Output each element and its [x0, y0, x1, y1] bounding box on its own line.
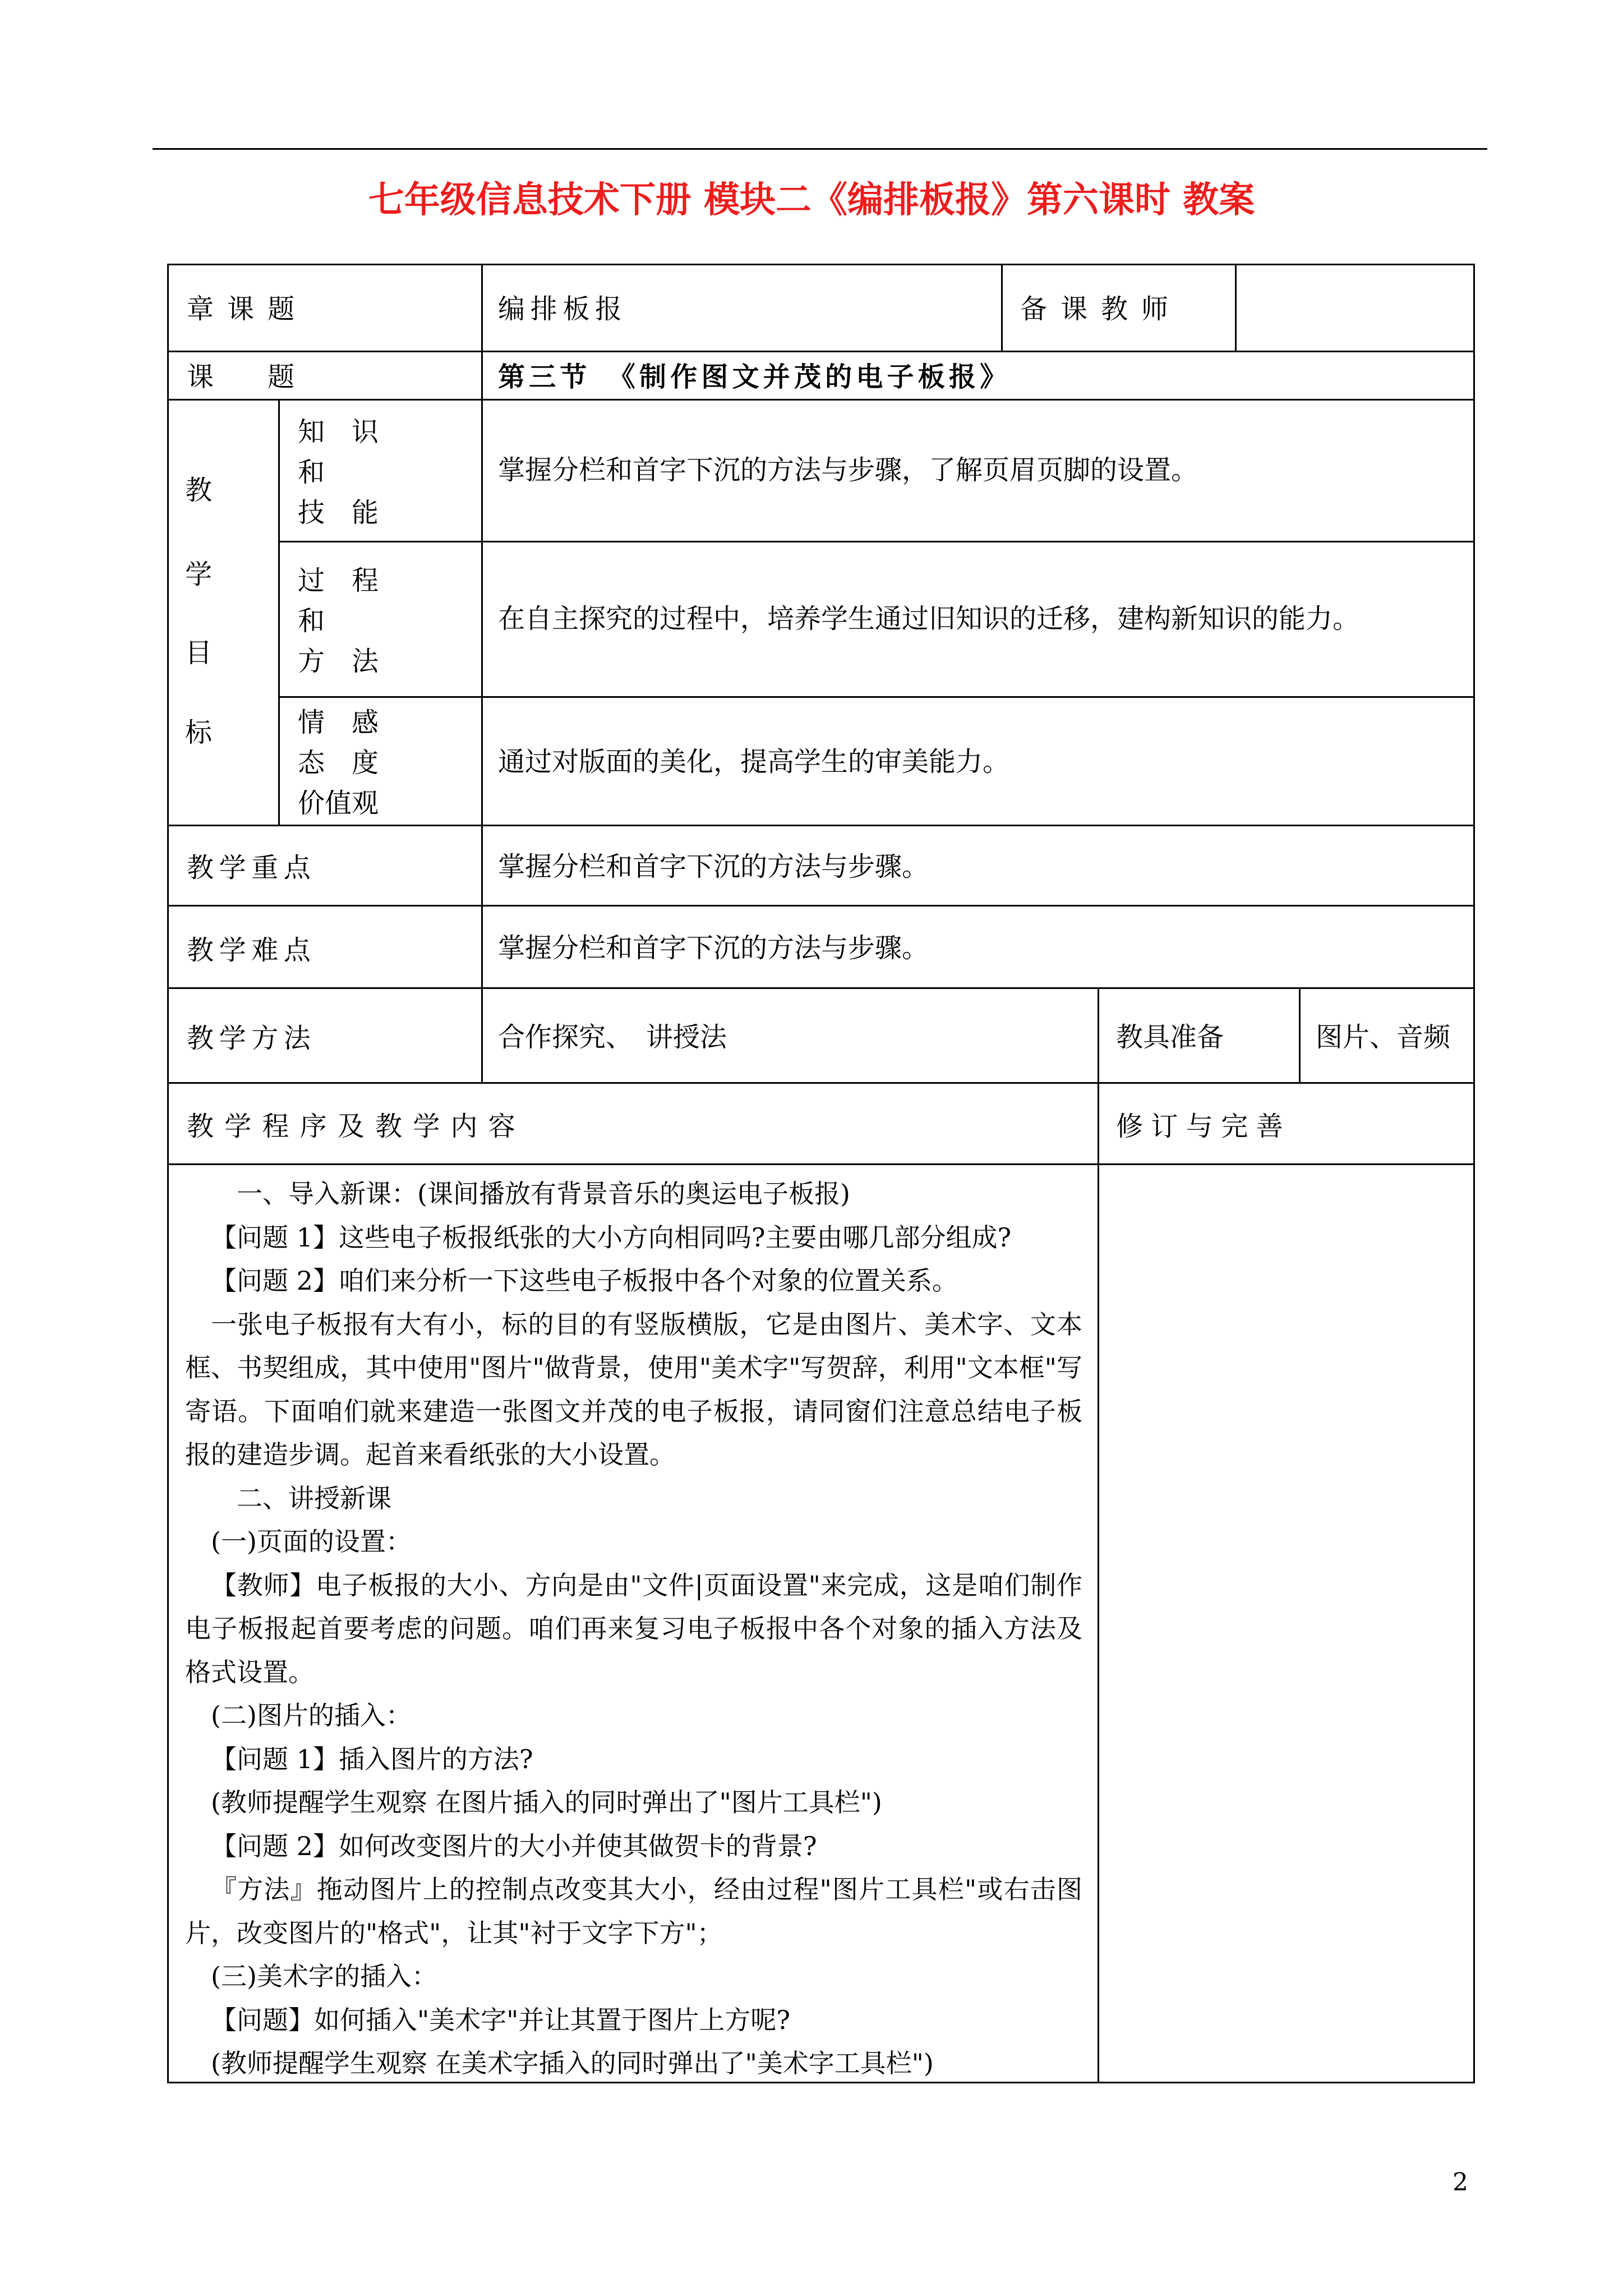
body-paragraph-8: (二)图片的插入：	[211, 1700, 412, 1731]
knowledge-label	[298, 412, 379, 533]
chapter-label: 章课题	[187, 293, 308, 325]
cell-chapter-value	[481, 264, 1003, 352]
body-paragraph-9: 【问题 1】插入图片的方法?	[211, 1743, 533, 1774]
objectives-label-3: 目	[185, 637, 213, 669]
cell-difficulty-label	[167, 905, 483, 989]
cell-method-value	[481, 987, 1099, 1084]
body-paragraph-15: (教师提醒学生观察 在美术字插入的同时弹出了"美术字工具栏")	[211, 2048, 934, 2078]
process-label	[298, 560, 379, 682]
cell-teacher-label	[1001, 264, 1237, 352]
body-paragraph-14: 【问题】如何插入"美术字"并让其置于图片上方呢?	[211, 2004, 790, 2035]
topic-label: 课 题	[187, 361, 295, 393]
teacher-label: 备课教师	[1020, 293, 1182, 325]
cell-process-content	[481, 541, 1475, 698]
body-paragraph-5: 二、讲授新课	[237, 1483, 391, 1513]
body-paragraph-2: 【问题 1】这些电子板报纸张的大小方向相同吗?主要由哪几部分组成?	[211, 1222, 1012, 1253]
difficulty-label: 教学难点	[187, 935, 316, 966]
cell-revision-content	[1098, 1163, 1475, 2083]
cell-key-point-value	[481, 825, 1475, 907]
cell-topic-label	[167, 351, 483, 401]
method-label: 教学方法	[187, 1023, 316, 1054]
cell-knowledge-content	[481, 399, 1475, 542]
emotion-label-line-1: 情 感	[298, 707, 379, 738]
cell-chapter-label	[167, 264, 483, 352]
cell-method-label	[167, 987, 483, 1084]
process-label-line-3: 方 法	[298, 646, 379, 677]
knowledge-label-line-1: 知 识	[298, 416, 379, 448]
emotion-label	[298, 702, 379, 823]
cell-objectives-label	[167, 399, 280, 826]
emotion-label-line-3: 价值观	[298, 788, 379, 819]
body-paragraph-7: 【教师】电子板报的大小、方向是由"文件|页面设置"来完成，这是咱们制作电子板报起首要考虑的问题。咱们再来复习电子板报中各个对象的插入方法及格式设置。	[185, 1570, 1082, 1687]
chapter-value: 编排板报	[498, 293, 628, 325]
body-paragraph-10: (教师提醒学生观察 在图片插入的同时弹出了"图片工具栏")	[211, 1787, 882, 1818]
method-value: 合作探究、 讲授法	[498, 1022, 727, 1053]
cell-difficulty-value	[481, 905, 1475, 989]
cell-tools-value	[1299, 987, 1475, 1084]
page-number: 2	[1453, 2168, 1468, 2197]
emotion-content: 通过对版面的美化，提高学生的审美能力。	[498, 746, 1010, 777]
process-label-line-2: 和	[298, 605, 325, 637]
cell-emotion-label	[278, 696, 483, 826]
procedure-body	[185, 1172, 1082, 2086]
body-paragraph-13: (三)美术字的插入：	[211, 1961, 437, 1991]
topic-value: 第三节 《制作图文并茂的电子板报》	[498, 361, 1011, 393]
cell-emotion-content	[481, 696, 1475, 826]
document-title: 七年级信息技术下册 模块二《编排板报》第六课时 教案	[368, 179, 1255, 221]
knowledge-label-line-3: 技 能	[298, 497, 379, 528]
difficulty-value: 掌握分栏和首字下沉的方法与步骤。	[498, 932, 929, 964]
revision-label: 修订与完善	[1116, 1111, 1292, 1142]
knowledge-label-line-2: 和	[298, 457, 325, 488]
cell-revision-label	[1098, 1082, 1475, 1165]
key-point-value: 掌握分栏和首字下沉的方法与步骤。	[498, 851, 929, 882]
cell-teacher-value	[1235, 264, 1475, 352]
tools-value: 图片、音频	[1316, 1022, 1451, 1053]
body-paragraph-3: 【问题 2】咱们来分析一下这些电子板报中各个对象的位置关系。	[211, 1266, 958, 1296]
body-paragraph-12: 『方法』拖动图片上的控制点改变其大小，经由过程"图片工具栏"或右击图片，改变图片的"格式"，让其"衬于文字下方"；	[185, 1874, 1082, 1948]
header-rule	[153, 148, 1487, 150]
process-label-line-1: 过 程	[298, 565, 379, 596]
objectives-label-4: 标	[185, 717, 213, 748]
cell-topic-value	[481, 351, 1475, 401]
objectives-label-1: 教	[185, 475, 213, 506]
cell-tools-label	[1098, 987, 1301, 1084]
cell-process-label	[278, 541, 483, 698]
knowledge-content: 掌握分栏和首字下沉的方法与步骤，了解页眉页脚的设置。	[498, 454, 1198, 486]
cell-procedure-label	[167, 1082, 1099, 1165]
procedure-label: 教学程序及教学内容	[187, 1111, 526, 1142]
process-content: 在自主探究的过程中，培养学生通过旧知识的迁移，建构新知识的能力。	[498, 603, 1360, 634]
body-paragraph-11: 【问题 2】如何改变图片的大小并使其做贺卡的背景?	[211, 1830, 817, 1861]
tools-label: 教具准备	[1116, 1022, 1224, 1053]
body-paragraph-4: 一张电子板报有大有小，标的目的有竖版横版，它是由图片、美术字、文本框、书契组成，其中使用"图片"做背景，使用"美术字"写贺辞，利用"文本框"写寄语。下面咱们就来建造一张图文并茂的电子板报，请同窗们注意总结电子板报的建造步调。起首来看纸张的大小设置。	[185, 1309, 1082, 1470]
body-paragraph-6: (一)页面的设置：	[211, 1526, 412, 1557]
cell-knowledge-label	[278, 399, 483, 542]
body-paragraph-1: 一、导入新课：(课间播放有背景音乐的奥运电子板报)	[237, 1179, 850, 1209]
key-point-label: 教学重点	[187, 852, 316, 884]
objectives-label-2: 学	[185, 559, 213, 590]
cell-key-point-label	[167, 825, 483, 907]
emotion-label-line-2: 态 度	[298, 747, 379, 779]
